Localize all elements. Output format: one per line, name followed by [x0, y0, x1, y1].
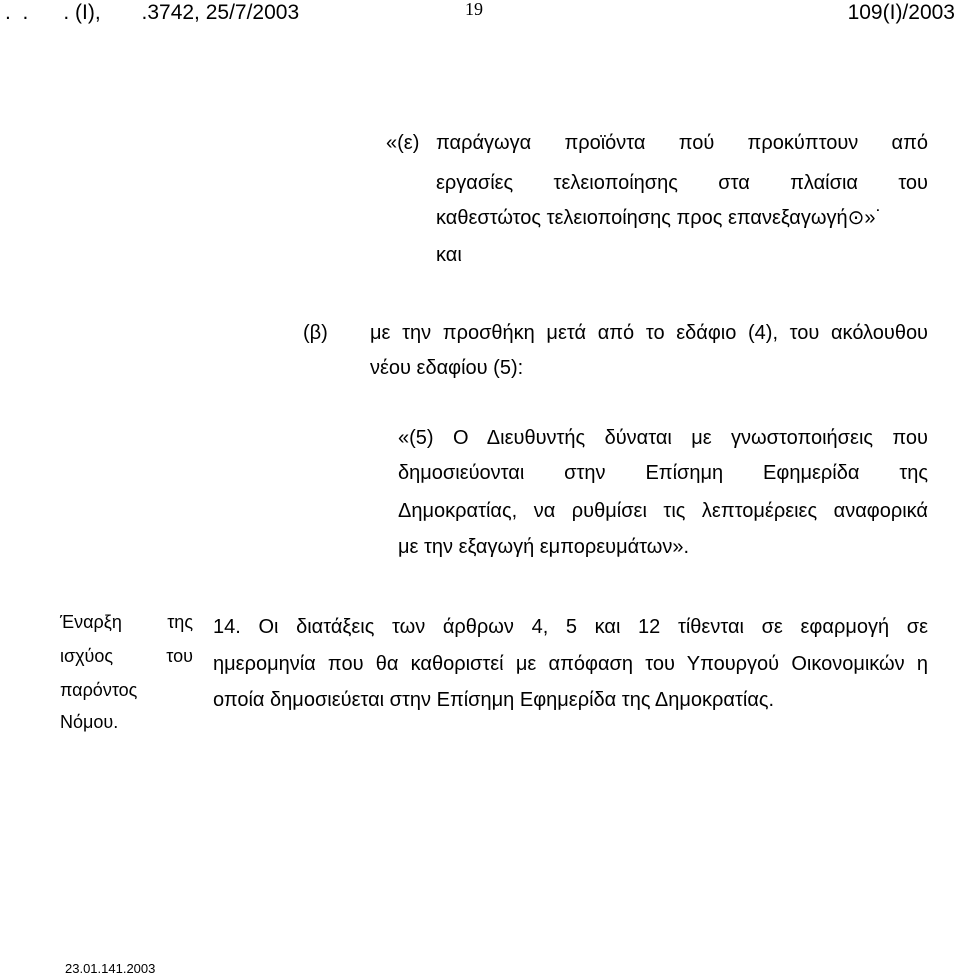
- subsection-5-line: Δημοκρατίας, να ρυθμίσει τις λεπτομέρειες αναφορικά: [398, 500, 928, 522]
- section-14-line: οποία δημοσιεύεται στην Επίσημη Εφημερίδα της Δημοκρατίας.: [213, 689, 775, 711]
- margin-note-line: Νόμου.: [60, 712, 119, 732]
- item-b-line: με την προσθήκη μετά από το εδάφιο (4), του ακόλουθου: [370, 322, 928, 344]
- header-reference: . . . (I), .3742, 25/7/2003: [5, 1, 300, 24]
- footer-document-code: 23.01.141.2003: [65, 961, 156, 976]
- margin-note-line: ισχύος του: [60, 646, 193, 666]
- margin-note-line: Έναρξη της: [60, 612, 193, 632]
- item-b-line: νέου εδαφίου (5):: [370, 357, 524, 379]
- law-number: 109(I)/2003: [847, 1, 955, 24]
- item-e-line: παράγωγα προϊόντα πού προκύπτουν από: [436, 132, 928, 154]
- item-e-line: εργασίες τελειοποίησης στα πλαίσια του: [436, 172, 928, 194]
- page-number: 19: [465, 0, 483, 19]
- subsection-5-line: δημοσιεύονται στην Επίσημη Εφημερίδα της: [398, 462, 928, 484]
- item-e-line: και: [436, 244, 462, 266]
- section-14-line: ημερομηνία που θα καθοριστεί με απόφαση του Υπουργού Οικονομικών η: [213, 653, 928, 675]
- item-e-line: καθεστώτος τελειοποίησης προς επανεξαγωγή⊙»˙: [436, 207, 883, 229]
- subsection-5-line: «(5) Ο Διευθυντής δύναται με γνωστοποιήσεις που: [398, 427, 928, 449]
- margin-note-line: παρόντος: [60, 680, 138, 700]
- item-e-label: «(ε): [386, 132, 420, 154]
- item-b-label: (β): [303, 322, 328, 344]
- section-14-line: 14. Οι διατάξεις των άρθρων 4, 5 και 12 τίθενται σε εφαρμογή σε: [213, 616, 928, 638]
- subsection-5-line: με την εξαγωγή εμπορευμάτων».: [398, 536, 690, 558]
